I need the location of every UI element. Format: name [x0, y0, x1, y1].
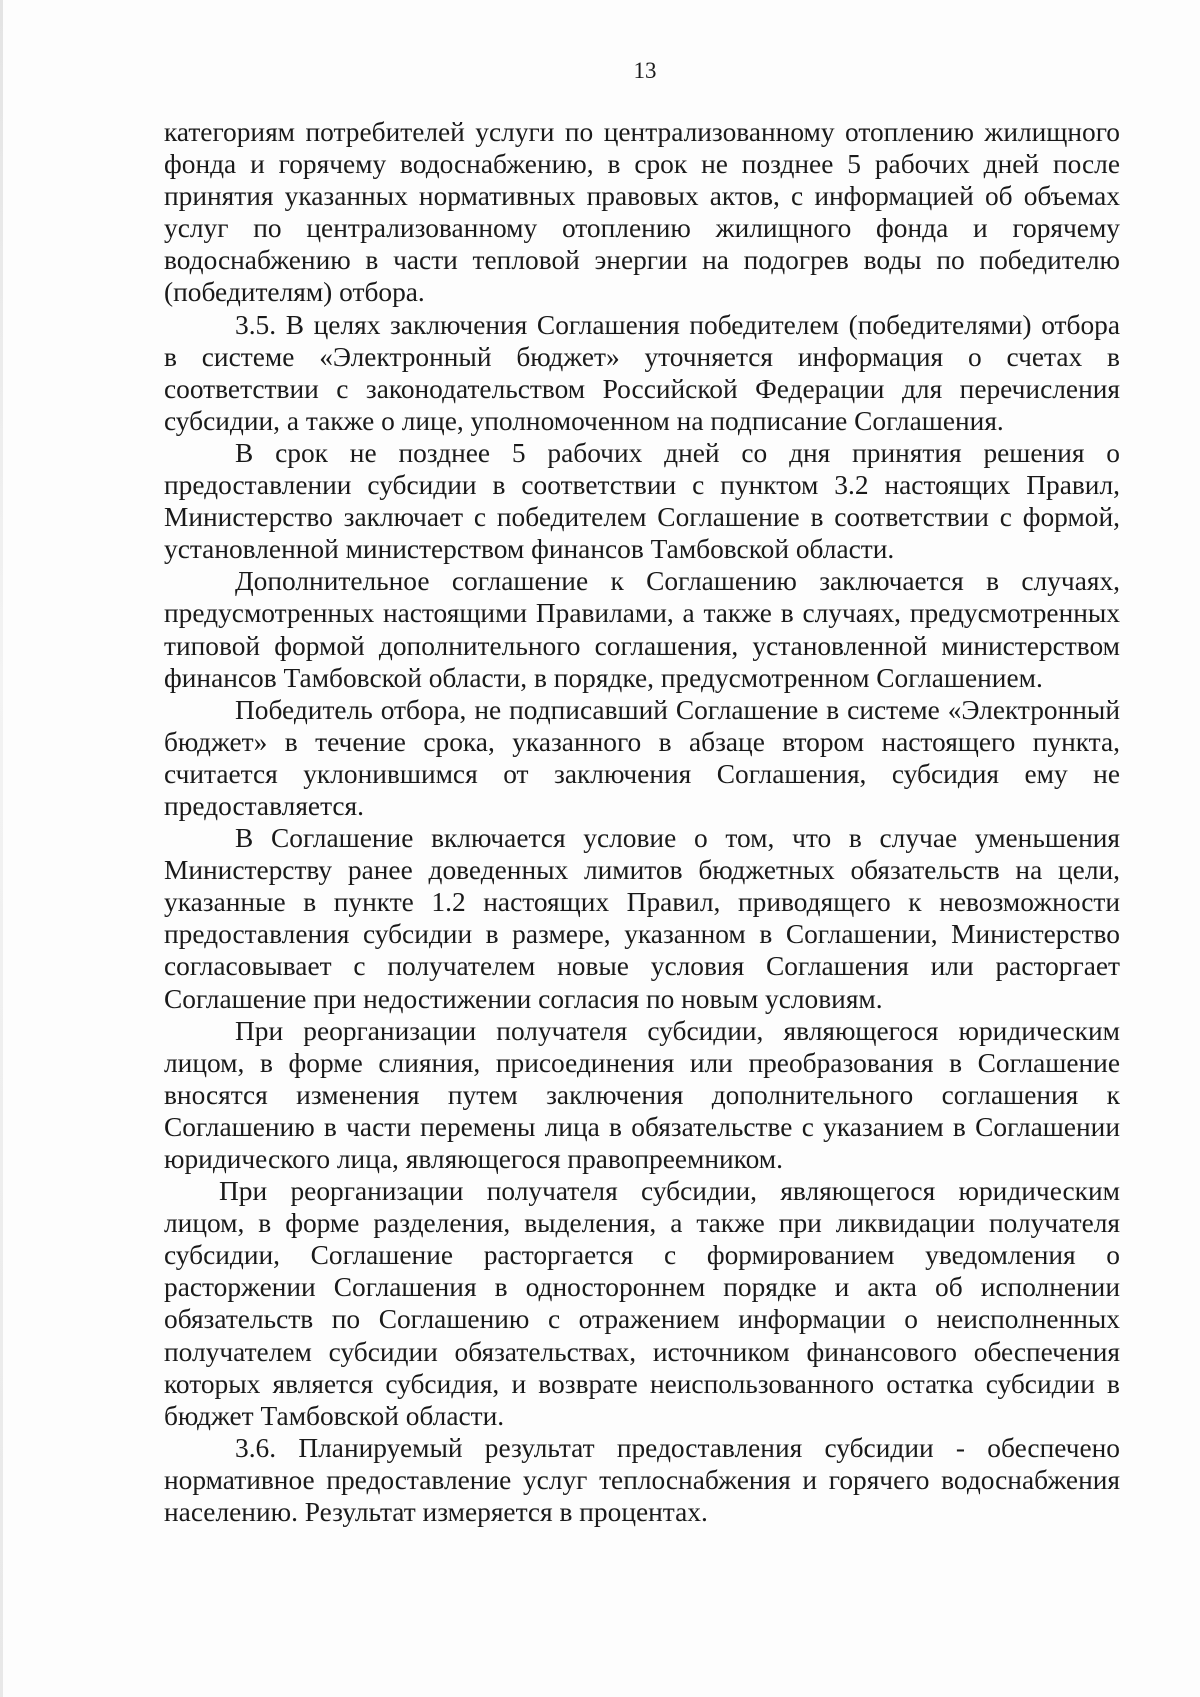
paragraph-deadline: В срок не позднее 5 рабочих дней со дня принятия решения о предоставлении субсидии в соответствии с пунктом 3.2 настоящих Правил, Министерство заключает с победителем Соглашение в соответствии с формой, установленной министерством финансов Тамбовской области. [164, 437, 1120, 565]
paragraph-reorganization-division: При реорганизации получателя субсидии, являющегося юридическим лицом, в форме разделения, выделения, а также при ликвидации получателя субсидии, Соглашение расторгается с формированием уведомления о расторжении Соглашения в одностороннем порядке и акта об исполнении обязательств по Соглашению с отражением информации о неисполненных получателем субсидии обязательствах, источником финансового обеспечения которых является субсидия, и возврате неиспользованного остатка субсидии в бюджет Тамбовской области. [164, 1176, 1120, 1431]
paragraph-3-6: 3.6. Планируемый результат предоставления субсидии - обеспечено нормативное предоставление услуг теплоснабжения и горячего водоснабжения населению. Результат измеряется в процентах. [164, 1432, 1120, 1528]
paragraph-limits-reduction: В Соглашение включается условие о том, что в случае уменьшения Министерству ранее доведенных лимитов бюджетных обязательств на цели, указанные в пункте 1.2 настоящих Правил, приводящего к невозможности предоставления субсидии в размере, указанном в Соглашении, Министерство согласовывает с получателем новые условия Соглашения или расторгает Соглашение при недостижении согласия по новым условиям. [164, 823, 1120, 1014]
paragraph-reorganization-merger: При реорганизации получателя субсидии, являющегося юридическим лицом, в форме слияния, присоединения или преобразования в Соглашение вносятся изменения путем заключения дополнительного соглашения к Соглашению в части перемены лица в обязательстве с указанием в Соглашении юридического лица, являющегося правопреемником. [164, 1015, 1120, 1174]
scan-edge [0, 0, 3, 1697]
paragraph-winner-evasion: Победитель отбора, не подписавший Соглашение в системе «Электронный бюджет» в течение срока, указанного в абзаце втором настоящего пункта, считается уклонившимся от заключения Соглашения, субсидия ему не предоставляется. [164, 694, 1120, 821]
paragraph-3-5: 3.5. В целях заключения Соглашения победителем (победителями) отбора в системе «Электронный бюджет» уточняется информация о счетах в соответствии с законодательством Российской Федерации для перечисления субсидии, а также о лице, уполномоченном на подписание Соглашения. [164, 309, 1120, 436]
page-number: 13 [633, 58, 657, 83]
paragraph-continuation: категориям потребителей услуги по централизованному отоплению жилищного фонда и горячему водоснабжению, в срок не позднее 5 рабочих дней после принятия указанных нормативных правовых актов, с информацией об объемах услуг по централизованному отоплению жилищного фонда и горячему водоснабжению в части тепловой энергии на подогрев воды по победителю (победителям) отбора. [164, 117, 1120, 308]
body-text [164, 116, 1120, 1528]
paragraph-additional-agreement: Дополнительное соглашение к Соглашению заключается в случаях, предусмотренных настоящими Правилами, а также в случаях, предусмотренных типовой формой дополнительного соглашения, установленной министерством финансов Тамбовской области, в порядке, предусмотренном Соглашением. [164, 566, 1120, 693]
